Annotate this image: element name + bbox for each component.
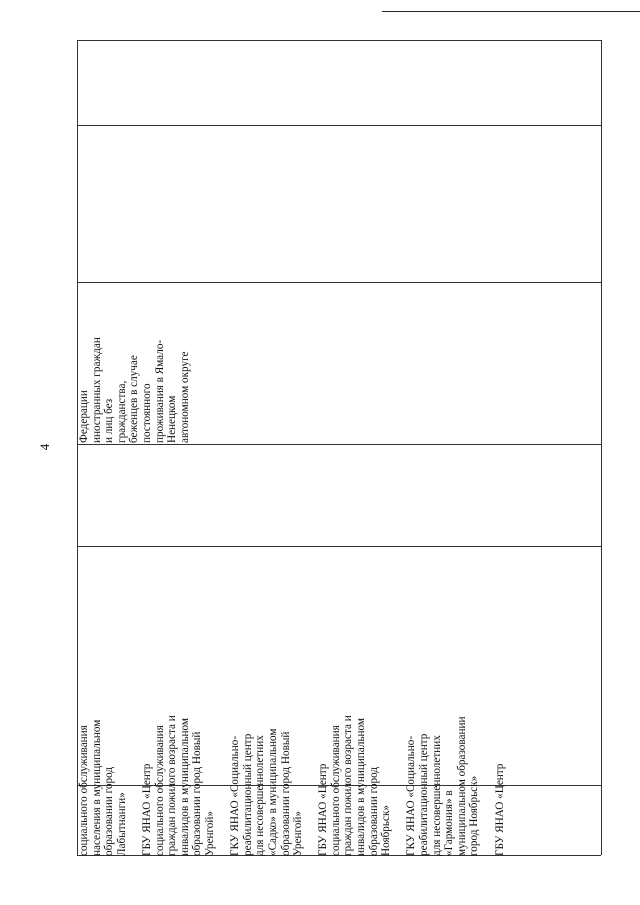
table-border-right xyxy=(601,40,602,855)
organization-entry xyxy=(141,556,217,856)
text-line: реабилитационный центр xyxy=(418,733,431,856)
table-border-top xyxy=(77,40,601,41)
text-line: образовании город xyxy=(367,766,380,856)
text-line: Ноябрьск» xyxy=(380,805,393,856)
text-line: социального обслуживания xyxy=(329,725,342,856)
text-line: Уренгой» xyxy=(203,811,216,856)
text-line: постоянного xyxy=(140,383,153,443)
text-line: Ненецком xyxy=(166,395,179,443)
text-line: для несовершеннолетних xyxy=(430,735,443,856)
page-number: 4 xyxy=(37,443,52,451)
organizations-cell xyxy=(78,556,506,856)
table-row-divider xyxy=(77,125,601,126)
categories-cell xyxy=(78,283,206,443)
text-line: социального обслуживания xyxy=(153,725,166,856)
text-line: Лабытнанги» xyxy=(115,792,128,856)
text-line: иностранных граждан xyxy=(90,337,103,443)
text-line: «Гармония» в xyxy=(443,790,456,856)
text-line: социального обслуживания xyxy=(78,725,90,856)
text-line: инвалидов в муниципальном xyxy=(355,718,368,856)
text-line: гражданства, xyxy=(115,380,128,443)
text-line: город Ноябрьск» xyxy=(468,775,481,856)
text-line: беженцев в случае xyxy=(128,355,141,443)
text-line: ГБУ ЯНАО «Центр xyxy=(140,763,153,856)
organization-entry xyxy=(229,556,305,856)
text-line: ГКУ ЯНАО «Социально- xyxy=(229,735,242,856)
text-line: ГБУ ЯНАО «Центр xyxy=(317,763,330,856)
text-line: образовании город xyxy=(103,766,116,856)
text-line: ГБУ ЯНАО «Центр xyxy=(493,763,506,856)
organization-entry xyxy=(317,556,393,856)
text-line: и лиц без xyxy=(103,398,116,443)
table-row-divider xyxy=(77,546,601,547)
text-line: ГКУ ЯНАО «Социально- xyxy=(405,735,418,856)
text-line: населения в муниципальном xyxy=(90,719,103,856)
text-line: реабилитационный центр xyxy=(241,733,254,856)
organization-entry xyxy=(494,556,507,856)
text-line: автономном округе xyxy=(178,351,191,443)
table-row-divider xyxy=(77,444,601,445)
text-line: проживания в Ямало- xyxy=(153,339,166,443)
organization-entry xyxy=(405,556,481,856)
text-line: образовании город Новый xyxy=(191,731,204,856)
text-line: образовании город Новый xyxy=(279,731,292,856)
text-line: Федерации xyxy=(78,390,90,443)
header-rule xyxy=(382,11,640,12)
text-line: «Садко» в муниципальном xyxy=(266,728,279,856)
text-line: граждан пожилого возраста и xyxy=(166,715,179,856)
text-line: инвалидов в муниципальном xyxy=(178,718,191,856)
organization-entry xyxy=(78,556,128,856)
text-line: муниципальном образовании xyxy=(455,716,468,856)
text-line: для несовершеннолетних xyxy=(254,735,267,856)
text-line: Уренгой» xyxy=(292,811,305,856)
text-line: граждан пожилого возраста и xyxy=(342,715,355,856)
